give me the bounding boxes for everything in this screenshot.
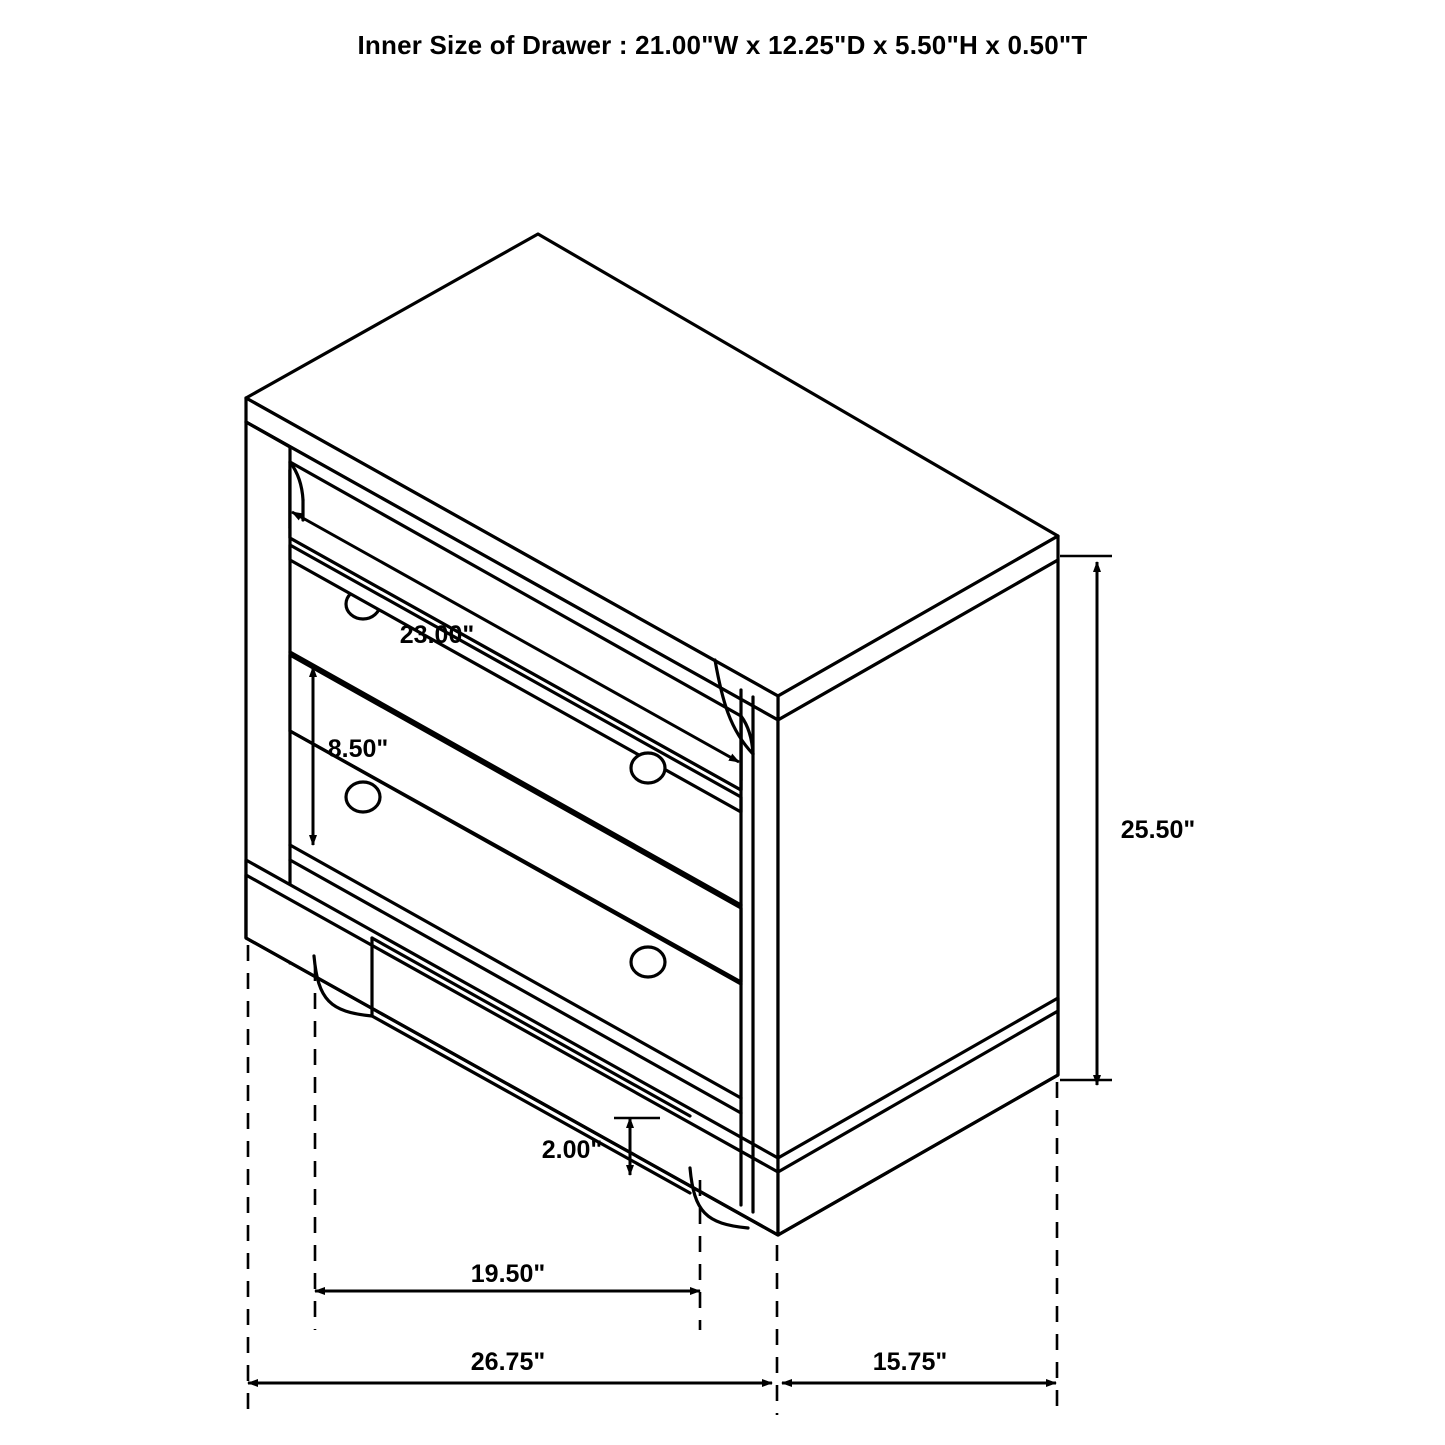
page-title: Inner Size of Drawer : 21.00"W x 12.25"D x 5.50"H x 0.50"T (357, 30, 1088, 60)
label-drawer-width: 23.00" (399, 621, 475, 649)
drawer-knob-top-right (631, 753, 665, 783)
label-overall-height: 25.50" (1120, 816, 1196, 844)
drawer-knob-bottom-right (631, 947, 665, 977)
label-overall-width: 26.75" (470, 1348, 546, 1376)
drawer-knob-bottom (346, 782, 380, 812)
label-apron-height: 2.00" (541, 1136, 603, 1164)
label-drawer-height: 8.50" (327, 735, 389, 763)
label-inner-width: 19.50" (470, 1260, 546, 1288)
label-overall-depth: 15.75" (872, 1348, 948, 1376)
